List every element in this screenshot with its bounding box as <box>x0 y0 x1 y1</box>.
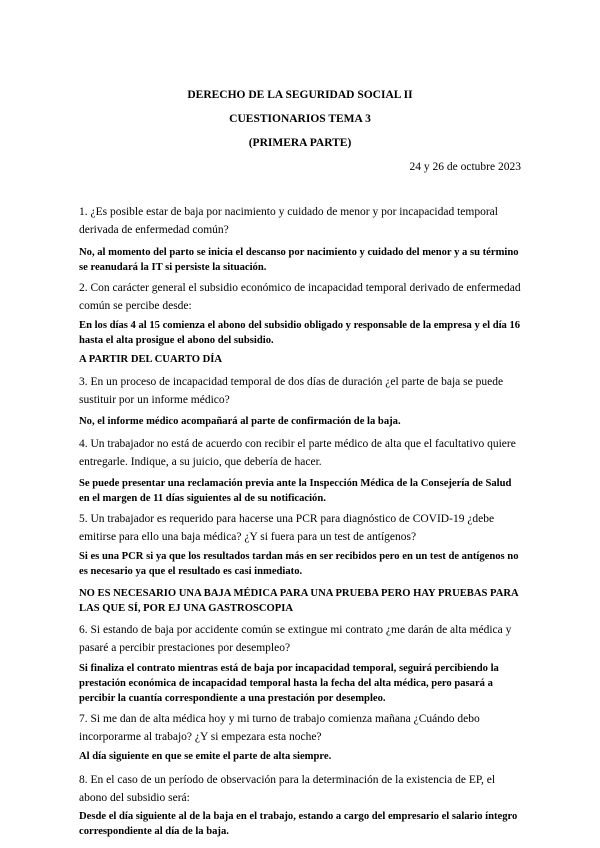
document-part: (PRIMERA PARTE) <box>248 137 352 149</box>
question-3: 3. En un proceso de incapacidad temporal de dos días de duración ¿el parte de baja se puede sustituir por un informe médico? <box>79 376 504 406</box>
answer-5: Si es una PCR si ya que los resultados tardan más en ser recibidos pero en un test de antígenos no es necesario ya que el resultado es casi inmediato. <box>79 551 519 577</box>
answer-5-note: NO ES NECESARIO UNA BAJA MÉDICA PARA UNA PRUEBA PERO HAY PRUEBAS PARA LAS QUE SÍ, POR EJ UNA GASTROSCOPIA <box>79 588 519 614</box>
answer-2: En los días 4 al 15 comienza el abono del subsidio obligado y responsable de la empresa y el día 16 hasta el alta prosigue el abono del subsidio. <box>79 320 521 346</box>
answer-2-note: A PARTIR DEL CUARTO DÍA <box>79 354 223 365</box>
answer-6: Si finaliza el contrato mientras está de baja por incapacidad temporal, seguirá percibiendo la prestación económica de incapacidad temporal hasta la fecha del alta médica, pero pasará a percibir la cuantía correspondiente a una prestación por desempleo. <box>79 663 499 704</box>
document-title: DERECHO DE LA SEGURIDAD SOCIAL II <box>187 89 413 101</box>
question-8: 8. En el caso de un período de observación para la determinación de la existencia de EP, el abono del subsidio será: <box>79 774 496 804</box>
answer-4: Se puede presentar una reclamación previa ante la Inspección Médica de la Consejería de Salud en el margen de 11 días siguientes al de su notificación. <box>79 478 512 504</box>
document-subtitle: CUESTIONARIOS TEMA 3 <box>229 113 371 125</box>
question-2: 2. Con carácter general el subsidio económico de incapacidad temporal derivado de enfermedad común se percibe desde: <box>79 282 521 312</box>
answer-7: Al día siguiente en que se emite el parte de alta siempre. <box>79 751 332 762</box>
answer-8: Desde el día siguiente al de la baja en el trabajo, estando a cargo del empresario el salario íntegro correspondiente al día de la baja. <box>79 811 518 837</box>
document-date: 24 y 26 de octubre 2023 <box>409 161 521 173</box>
question-4: 4. Un trabajador no está de acuerdo con recibir el parte médico de alta que el facultativo quiere entregarle. Indique, a su juicio, que debería de hacer. <box>79 438 516 468</box>
question-6: 6. Si estando de baja por accidente común se extingue mi contrato ¿me darán de alta médica y pasaré a percibir prestaciones por desempleo? <box>79 624 512 654</box>
answer-1: No, al momento del parto se inicia el descanso por nacimiento y cuidado del menor y a su término se reanudará la IT si persiste la situación. <box>79 247 519 273</box>
question-5: 5. Un trabajador es requerido para hacerse una PCR para diagnóstico de COVID-19 ¿debe emitirse para ello una baja médica? ¿Y si fuera para un test de antígenos? <box>79 513 495 543</box>
answer-3: No, el informe médico acompañará al parte de confirmación de la baja. <box>79 416 401 427</box>
question-7: 7. Si me dan de alta médica hoy y mi turno de trabajo comienza mañana ¿Cuándo debo incorporarme al trabajo? ¿Y si empezara esta noche? <box>79 713 480 743</box>
question-1: 1. ¿Es posible estar de baja por nacimiento y cuidado de menor y por incapacidad temporal derivada de enfermedad común? <box>79 206 498 236</box>
